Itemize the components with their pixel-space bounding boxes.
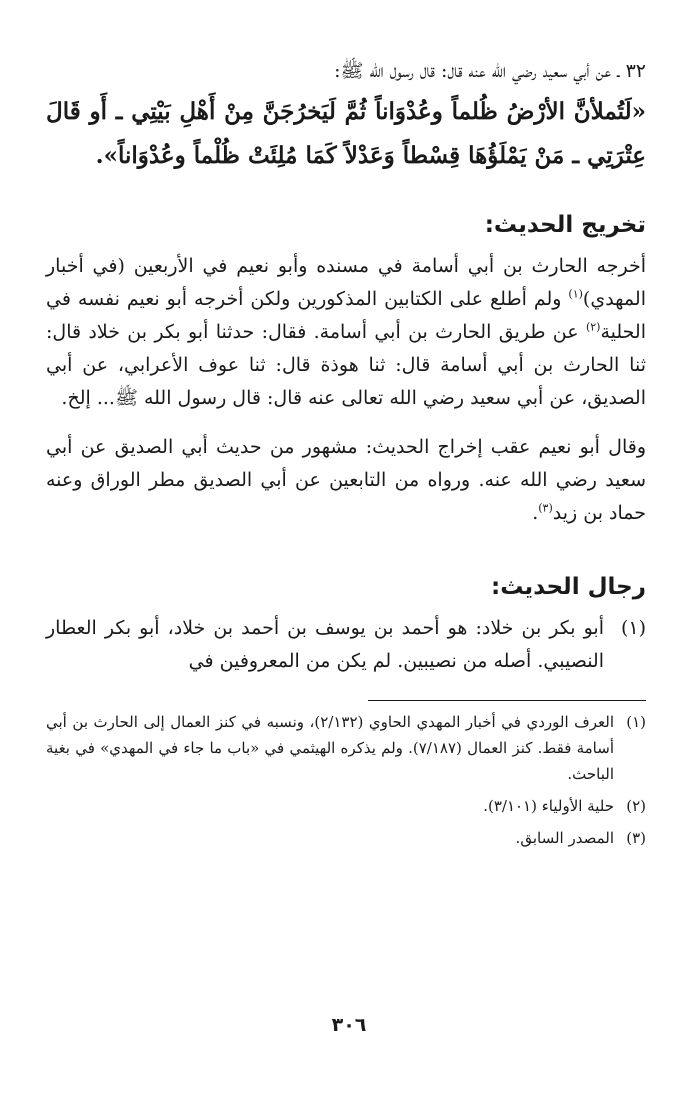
footnote-ref-3[interactable]: (٣) — [538, 501, 553, 515]
footnotes — [46, 709, 646, 851]
footnote-divider — [368, 700, 646, 701]
takhrij-paragraph-2 — [46, 431, 646, 530]
takhrij-p2-part-b: . — [532, 502, 539, 524]
takhrij-p2-part-a: وقال أبو نعيم عقب إخراج الحديث: مشهور من حديث أبي الصديق عن أبي سعيد رضي الله عنه. ورواه من التابعين عن أبي الصديق مطر الوراق وعنه حماد بن زيد — [46, 436, 646, 524]
takhrij-p1-part-b: ولم أطلع على الكتابين المذكورين ولكن أخرجه أبو نعيم نفسه في الحلية — [46, 288, 646, 343]
narrator-text: أبو بكر بن خلاد: هو أحمد بن يوسف بن أحمد بن خلاد، أبو بكر العطار النصيبي. أصله من نصيبين. لم يكن من المعروفين في — [46, 617, 604, 672]
footnote-ref-2[interactable]: (٢) — [585, 320, 601, 334]
footnote-text: حلية الأولياء (٣/١٠١). — [483, 797, 614, 815]
footnote-item — [46, 793, 646, 819]
rijal-heading: رجال الحديث: — [491, 574, 646, 600]
book-page — [46, 56, 646, 857]
hadith-intro: ٣٢ ـ عن أبي سعيد رضي الله عنه قال: قال رسول الله ﷺ: — [334, 60, 646, 82]
footnote-number: (٢) — [626, 797, 646, 815]
narrator-item — [46, 612, 646, 678]
takhrij-paragraph-1 — [46, 250, 646, 415]
footnote-text: العرف الوردي في أخبار المهدي الحاوي (٢/١٣٢)، ونسبه في كنز العمال إلى الحارث بن أبي أسامة فقط. كنز العمال (٧/١٨٧). ولم يذكره الهيثمي في «باب ما جاء في المهدي» في بغية الباحث. — [46, 713, 614, 783]
footnote-number: (٣) — [626, 829, 646, 847]
takhrij-p1-part-c: عن طريق الحارث بن أبي أسامة. فقال: حدثنا أبو بكر بن خلاد قال: ثنا الحارث بن أبي أسامة قال: ثنا هوذة قال: ثنا عوف الأعرابي، عن أبي الصديق، عن أبي سعيد رضي الله تعالى عنه قال: قال رسول الله ﷺ... إلخ. — [46, 321, 646, 409]
takhrij-heading: تخريج الحديث: — [484, 212, 646, 238]
footnote-number: (١) — [626, 713, 646, 731]
footnote-text: المصدر السابق. — [515, 829, 614, 847]
footnote-item — [46, 825, 646, 851]
footnote-ref-1[interactable]: (١) — [568, 287, 583, 301]
narrator-number: (١) — [620, 617, 646, 639]
takhrij-p1-part-a: أخرجه الحارث بن أبي أسامة في مسنده وأبو نعيم في الأربعين (في أخبار المهدي) — [46, 255, 646, 310]
footnote-item — [46, 709, 646, 787]
hadith-text: «لَتُملأنَّ الأرْضُ ظُلماً وعُدْوَاناً ثُمَّ لَيَخرُجَنَّ مِنْ أَهْلِ بَيْتِي ـ أَو قَالَ عِتْرَتِي ـ مَنْ يَمْلَؤُهَا قِسْطاً وَعَدْلاً كَمَا مُلِئَتْ ظُلْماً وعُدْوَاناً». — [46, 98, 646, 169]
page-number: ٣٠٦ — [331, 1014, 367, 1036]
